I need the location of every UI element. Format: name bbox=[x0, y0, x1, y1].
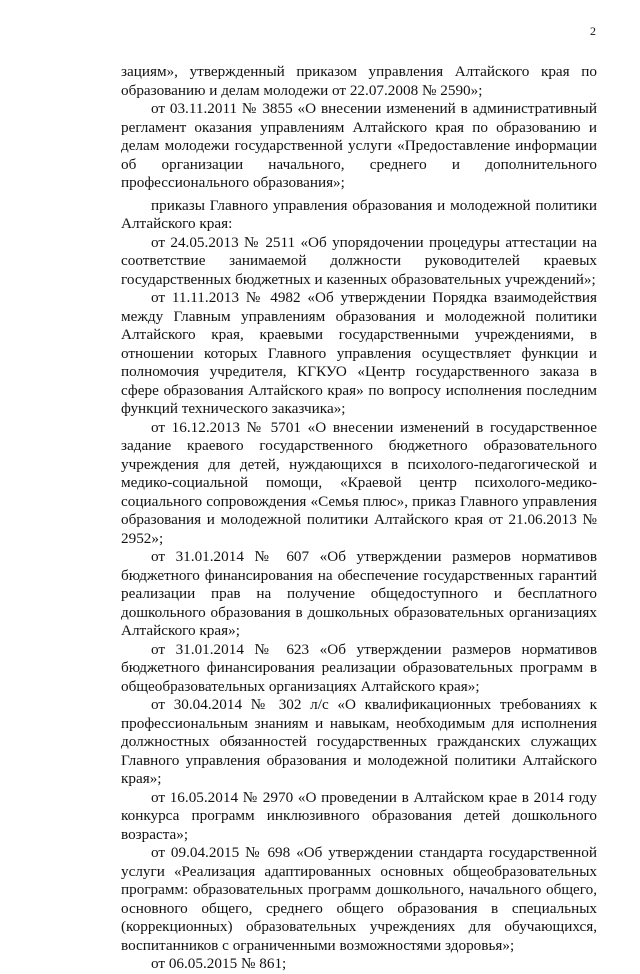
document-body bbox=[121, 63, 597, 974]
paragraph-orders-heading: приказы Главного управления образования и молодежной политики Алтайского края: bbox=[121, 196, 597, 232]
paragraph-order-2014-607: от 31.01.2014 № 607 «Об утверждении размеров нормативов бюджетного финансирования на обеспечение государственных гарантий реализации прав на получение общедоступного и бесплатного дошкольного образования в дошкольных образовательных организациях Алтайского края»; bbox=[121, 548, 597, 639]
paragraph-order-2014-2970: от 16.05.2014 № 2970 «О проведении в Алтайском крае в 2014 году конкурса программ инклюзивного образования детей дошкольного возраста»; bbox=[121, 788, 597, 843]
paragraph-order-2013-4982: от 11.11.2013 № 4982 «Об утверждении Порядка взаимодействия между Главным управлениям образования и молодежной политики Алтайского края, краевыми государственными учреждениями, в отношении которых Главного управления осуществляет функции и полномочия учредителя, КГКУО «Центр государственного заказа в сфере образования Алтайского края» по вопросу исполнения последним функций технического заказчика»; bbox=[121, 289, 597, 417]
paragraph-order-2014-302: от 30.04.2014 № 302 л/с «О квалификационных требованиях к профессиональным знаниям и навыкам, необходимым для исполнения должностных обязанностей государственных гражданских служащих Главного управления образования и молодежной политики Алтайского края»; bbox=[121, 696, 597, 787]
paragraph-order-2015-861: от 06.05.2015 № 861; bbox=[151, 955, 287, 972]
paragraph-order-2013-5701: от 16.12.2013 № 5701 «О внесении изменений в государственное задание краевого государственного бюджетного образовательного учреждения для детей, нуждающихся в психолого-педагогической и медико-социальной помощи, «Краевой центр психолого-медико-социального сопровождения «Семья плюс», приказ Главного управления образования и молодежной политики Алтайского края от 21.06.2013 № 2952»; bbox=[121, 418, 597, 547]
paragraph-order-2013-2511: от 24.05.2013 № 2511 «Об упорядочении процедуры аттестации на соответствие занимаемой должности руководителей краевых государственных бюджетных и казенных образовательных учреждений»; bbox=[121, 233, 597, 288]
paragraph-continuation: зациям», утвержденный приказом управления Алтайского края по образованию и делам молодежи от 22.07.2008 № 2590»; bbox=[121, 63, 597, 99]
page-number: 2 bbox=[590, 24, 596, 38]
paragraph-order-2015-698: от 09.04.2015 № 698 «Об утверждении стандарта государственной услуги «Реализация адаптированных основных общеобразовательных программ: образовательных программ дошкольного, начального общего, основного общего, среднего общего образования в специальных (коррекционных) образовательных учреждениях для обучающихся, воспитанников с ограниченными возможностями здоровья»; bbox=[121, 844, 597, 954]
paragraph-order-2014-623: от 31.01.2014 № 623 «Об утверждении размеров нормативов бюджетного финансирования реализации образовательных программ в общеобразовательных организациях Алтайского края»; bbox=[121, 640, 597, 695]
paragraph-order-2011-3855: от 03.11.2011 № 3855 «О внесении изменений в административный регламент оказания управлениям Алтайского края по образованию и делам молодежи государственной услуги «Предоставление информации об организации начального, среднего и дополнительного профессионального образования»; bbox=[121, 100, 597, 191]
